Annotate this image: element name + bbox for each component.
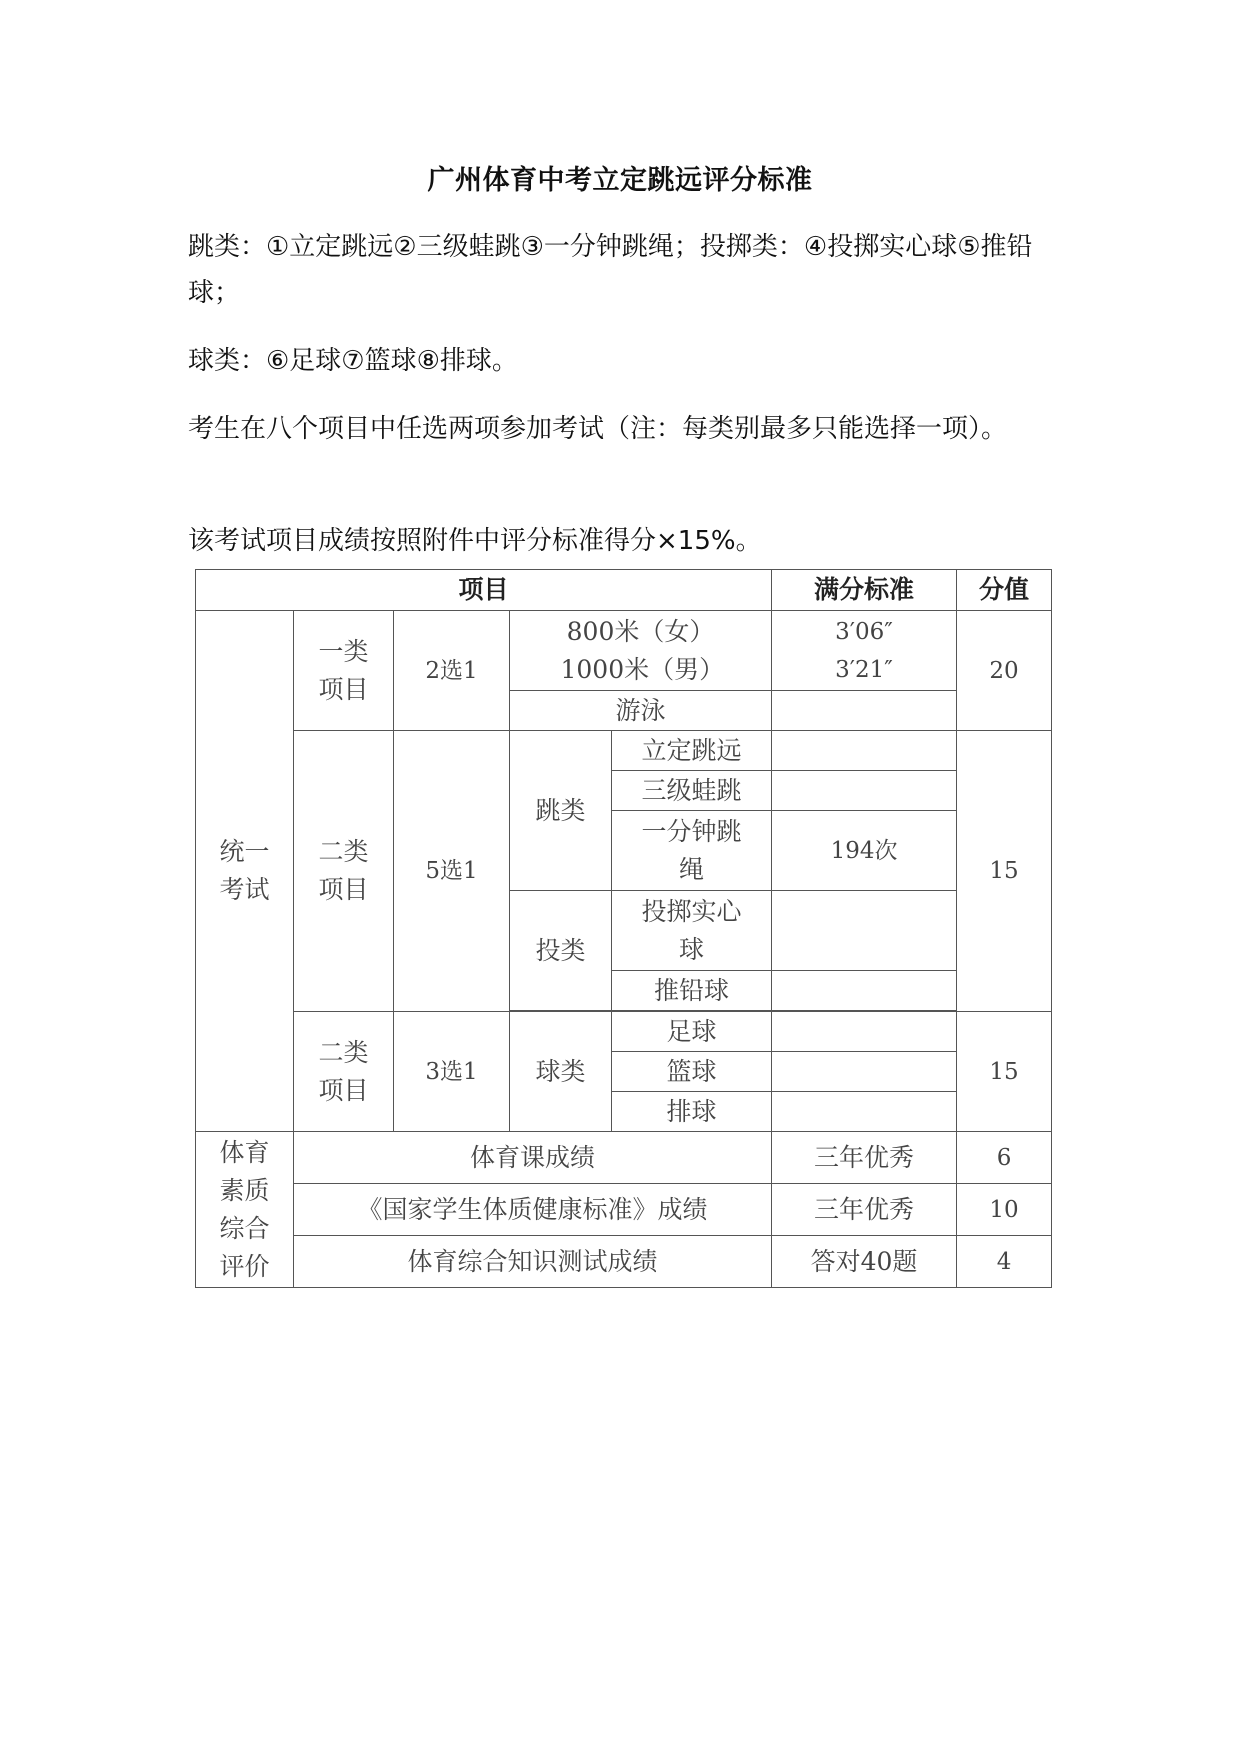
table-row: [196, 731, 1052, 771]
cat3-choose: 3选1: [394, 1012, 510, 1132]
cat2-throw1-standard: [772, 891, 957, 971]
cat2-jump2: 三级蛙跳: [612, 771, 772, 811]
cat1-run-standard: 3′06″ 3′21″: [772, 611, 957, 691]
cat1-swim-standard: [772, 691, 957, 731]
eval-label: 体育素质综合评价: [196, 1132, 294, 1288]
cat2-label: 二类项目: [294, 731, 394, 1012]
eval-row1-standard: 三年优秀: [772, 1132, 957, 1184]
cat1-run: 800米（女）1000米（男）: [510, 611, 772, 691]
table-row: [196, 611, 1052, 691]
cat1-swim: 游泳: [510, 691, 772, 731]
paragraph-selection-rule: 考生在八个项目中任选两项参加考试（注：每类别最多只能选择一项）。: [188, 414, 1008, 444]
eval-row1-item: 体育课成绩: [294, 1132, 772, 1184]
page-title: 广州体育中考立定跳远评分标准: [427, 165, 813, 196]
scoring-table: [195, 569, 1052, 1288]
header-score: 分值: [957, 570, 1052, 611]
cat1-score: 20: [957, 611, 1052, 731]
cat2-jump3-standard: 194次: [772, 811, 957, 891]
cat2-score: 15: [957, 731, 1052, 1012]
cat2-jump-group: 跳类: [510, 731, 612, 891]
cat3-ball1-standard: [772, 1012, 957, 1052]
table-row: [196, 1184, 1052, 1236]
cat3-ball1: 足球: [612, 1012, 772, 1052]
cat1-choose: 2选1: [394, 611, 510, 731]
cat2-throw2-standard: [772, 971, 957, 1011]
header-standard: 满分标准: [772, 570, 957, 611]
unified-exam-label: 统一考试: [196, 611, 294, 1132]
table-row: [196, 1132, 1052, 1184]
cat3-ball3-standard: [772, 1092, 957, 1132]
paragraph-ball: 球类：⑥足球⑦篮球⑧排球。: [188, 346, 518, 376]
eval-row3-standard: 答对40题: [772, 1236, 957, 1288]
cat1-label: 一类项目: [294, 611, 394, 731]
cat3-ball3: 排球: [612, 1092, 772, 1132]
table-header-row: [196, 570, 1052, 611]
eval-row3-score: 4: [957, 1236, 1052, 1288]
eval-row2-item: 《国家学生体质健康标准》成绩: [294, 1184, 772, 1236]
cat2-jump3: 一分钟跳绳: [612, 811, 772, 891]
cat2-jump1-standard: [772, 731, 957, 771]
cat2-throw1: 投掷实心球: [612, 891, 772, 971]
paragraph-jump-throw: 跳类：①立定跳远②三级蛙跳③一分钟跳绳；投掷类：④投掷实心球⑤推铅球；: [188, 232, 1033, 308]
cat3-score: 15: [957, 1012, 1052, 1132]
eval-row2-standard: 三年优秀: [772, 1184, 957, 1236]
eval-row1-score: 6: [957, 1132, 1052, 1184]
paragraph-score-rule: 该考试项目成绩按照附件中评分标准得分×15%。: [188, 526, 762, 556]
table-row: [196, 1012, 1052, 1052]
header-item: 项目: [196, 570, 772, 611]
cat3-label: 二类项目: [294, 1012, 394, 1132]
cat2-choose: 5选1: [394, 731, 510, 1012]
cat2-jump2-standard: [772, 771, 957, 811]
eval-row3-item: 体育综合知识测试成绩: [294, 1236, 772, 1288]
table-row: [196, 1236, 1052, 1288]
cat2-throw-group: 投类: [510, 891, 612, 1011]
cat2-jump1: 立定跳远: [612, 731, 772, 771]
cat2-throw2: 推铅球: [612, 971, 772, 1011]
cat3-ball2-standard: [772, 1052, 957, 1092]
cat3-ball2: 篮球: [612, 1052, 772, 1092]
cat3-ball-group: 球类: [510, 1012, 612, 1132]
eval-row2-score: 10: [957, 1184, 1052, 1236]
